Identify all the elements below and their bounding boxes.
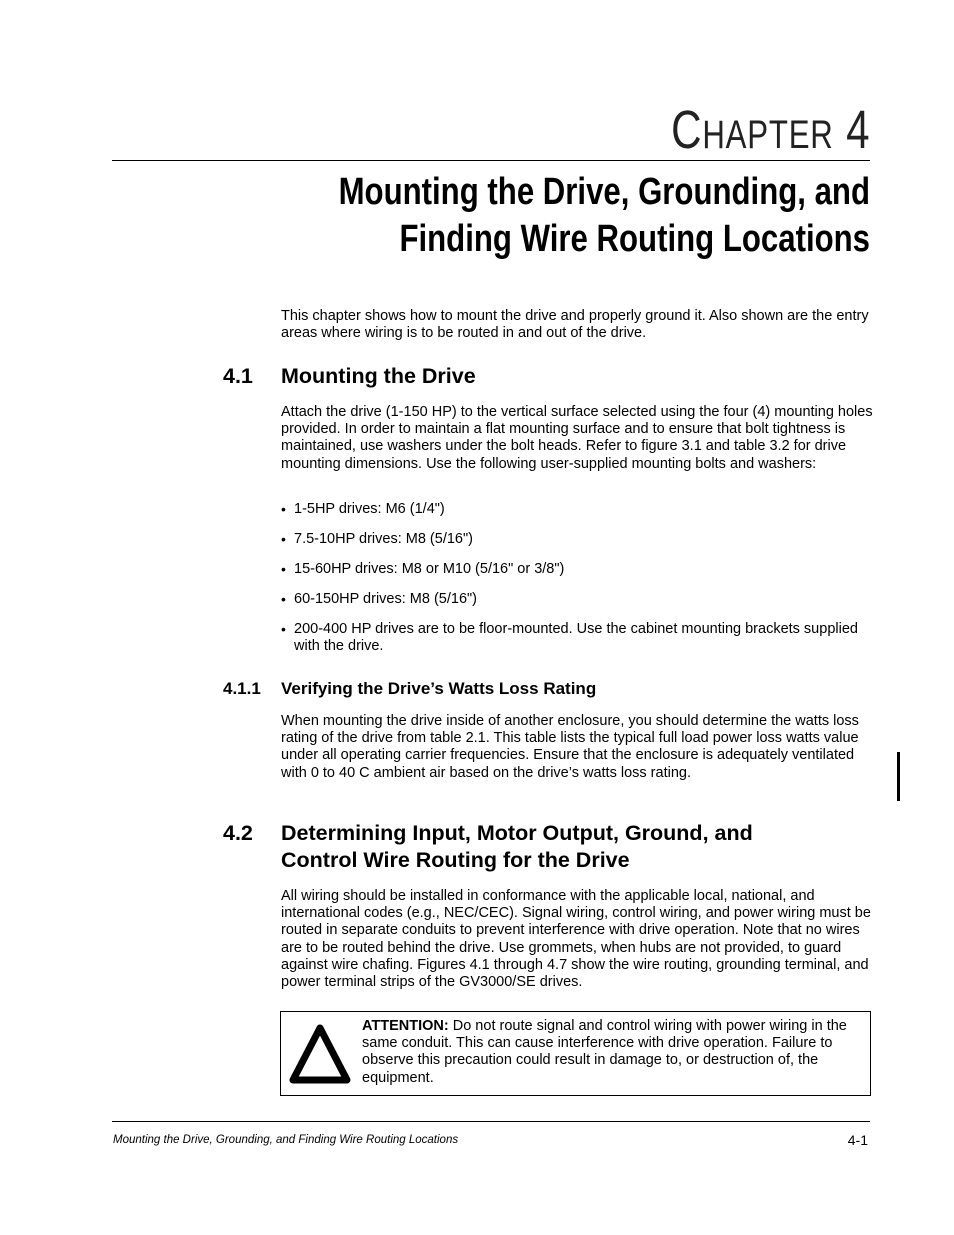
chapter-number: 4 [833,100,870,160]
section-title: Determining Input, Motor Output, Ground, and Control Wire Routing for the Drive [281,821,753,872]
subsection-title: Verifying the Drive’s Watts Loss Rating [281,679,597,698]
page-number: 4-1 [847,1132,868,1148]
section-4-1-paragraph: Attach the drive (1-150 HP) to the vertical surface selected using the four (4) mounting holes provided. In order to maintain a flat mounting surface and to ensure that bolt tightness is maintained, use washers under the bolt heads. Refer to figure 3.1 and table 3.2 for drive mounting dimensions. Use the following user-supplied mounting bolts and washers: [281,404,873,472]
chapter-label-first: C [670,100,703,160]
list-item: • 200-400 HP drives are to be floor-mounted. Use the cabinet mounting brackets supplied with the drive. [281,620,858,654]
attention-message: Do not route signal and control wiring with power wiring in the same conduit. This can cause interference with drive operation. Failure to observe this precaution could result in damage to, or destruction of, the equipment. [362,1018,847,1086]
chapter-title-line1: Mounting the Drive, Grounding, and [338,171,870,213]
list-item: • 60-150HP drives: M8 (5/16") [281,590,477,607]
list-item: • 1-5HP drives: M6 (1/4") [281,501,445,517]
chapter-title [198,169,870,263]
attention-label: ATTENTION: [362,1018,449,1034]
footer-title: Mounting the Drive, Grounding, and Finding Wire Routing Locations [113,1134,459,1146]
chapter-label-rest: HAPTER [702,113,834,157]
warning-triangle-icon [287,1022,353,1086]
bolt-size-list [281,501,873,668]
list-item: • 7.5-10HP drives: M8 (5/16") [281,530,473,547]
attention-box [280,1011,871,1096]
section-4-2-paragraph: All wiring should be installed in conformance with the applicable local, national, and international codes (e.g., NEC/CEC). Signal wiring, control wiring, and power wiring must be routed in separate conduits to prevent interference with drive operation. Note that no wires are to be routed behind the drive. Use grommets, when hubs are not provided, to guard against wire chafing. Figures 4.1 through 4.7 show the wire routing, grounding terminal, and power terminal strips of the GV3000/SE drives. [281,888,871,991]
chapter-title-line2: Finding Wire Routing Locations [399,218,870,260]
section-title: Mounting the Drive [281,364,476,388]
subsection-number: 4.1.1 [223,679,261,698]
section-4-1-1-paragraph: When mounting the drive inside of another enclosure, you should determine the watts loss rating of the drive from table 2.1. This table lists the typical full load power loss watts value under all operating carrier frequencies. Ensure that the enclosure is adequately ventilated with 0 to 40 C ambient air based on the drive’s watts loss rating. [281,713,859,781]
top-rule [112,160,870,161]
intro-paragraph: This chapter shows how to mount the drive and properly ground it. Also shown are the entry areas where wiring is to be routed in and out of the drive. [281,308,869,342]
attention-text [362,1018,862,1087]
section-number: 4.2 [223,821,253,845]
change-bar [897,752,900,801]
list-item: • 15-60HP drives: M8 or M10 (5/16" or 3/8") [281,560,565,577]
footer-rule [112,1121,870,1122]
section-number: 4.1 [223,364,253,388]
chapter-label [671,100,870,165]
